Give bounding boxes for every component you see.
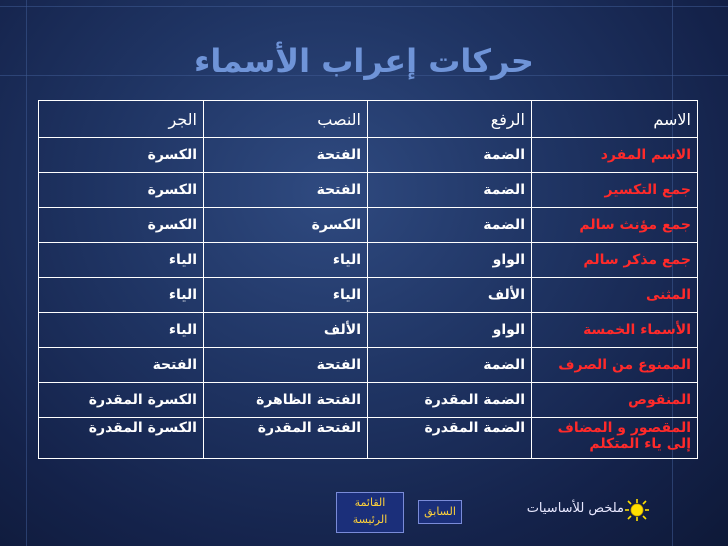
- noun-type-cell: الاسم المفرد: [532, 138, 698, 173]
- raf-cell: الواو: [368, 313, 532, 348]
- table-row: [39, 243, 698, 278]
- page-title: حركات إعراب الأسماء: [194, 42, 534, 80]
- decor-line: [26, 0, 27, 546]
- raf-cell: الضمة: [368, 208, 532, 243]
- raf-cell: الألف: [368, 278, 532, 313]
- noun-type-cell: المثنى: [532, 278, 698, 313]
- noun-type-cell: جمع التكسير: [532, 173, 698, 208]
- grammar-table: [38, 100, 698, 459]
- noun-type-cell: جمع مؤنث سالم: [532, 208, 698, 243]
- main-menu-label-line1: القائمة: [354, 496, 386, 509]
- noun-type-cell: جمع مذكر سالم: [532, 243, 698, 278]
- table-row: [39, 278, 698, 313]
- nasb-cell: الياء: [204, 278, 368, 313]
- previous-button[interactable]: السابق: [418, 500, 462, 524]
- header-raf: الرفع: [368, 101, 532, 138]
- jarr-cell: الكسرة: [39, 138, 204, 173]
- jarr-cell: الكسرة: [39, 208, 204, 243]
- nasb-cell: الألف: [204, 313, 368, 348]
- summary-link-label: ملخص للأساسيات: [526, 501, 624, 516]
- jarr-cell: الياء: [39, 243, 204, 278]
- raf-cell: الضمة: [368, 348, 532, 383]
- jarr-cell: الفتحة: [39, 348, 204, 383]
- table-header-row: [39, 101, 698, 138]
- nasb-cell: الياء: [204, 243, 368, 278]
- header-nasb: النصب: [204, 101, 368, 138]
- nasb-cell: الفتحة: [204, 173, 368, 208]
- table-row: [39, 173, 698, 208]
- nasb-cell: الكسرة: [204, 208, 368, 243]
- raf-cell: الضمة المقدرة: [368, 383, 532, 418]
- noun-type-cell: المنقوص: [532, 383, 698, 418]
- nasb-cell: الفتحة الظاهرة: [204, 383, 368, 418]
- main-menu-label-line2: الرئيسة: [352, 513, 388, 526]
- nasb-cell: الفتحة المقدرة: [204, 418, 368, 459]
- decor-line: [0, 6, 728, 7]
- jarr-cell: الكسرة: [39, 173, 204, 208]
- header-jarr: الجر: [39, 101, 204, 138]
- table-row: [39, 418, 698, 459]
- noun-type-cell: الممنوع من الصرف: [532, 348, 698, 383]
- table-row: [39, 138, 698, 173]
- jarr-cell: الكسرة المقدرة: [39, 383, 204, 418]
- raf-cell: الواو: [368, 243, 532, 278]
- jarr-cell: الياء: [39, 313, 204, 348]
- table-row: [39, 383, 698, 418]
- table-row: [39, 313, 698, 348]
- jarr-cell: الياء: [39, 278, 204, 313]
- summary-link[interactable]: [510, 498, 656, 522]
- header-noun: الاسم: [532, 101, 698, 138]
- jarr-cell: الكسرة المقدرة: [39, 418, 204, 459]
- raf-cell: الضمة المقدرة: [368, 418, 532, 459]
- sun-icon: [624, 498, 650, 522]
- noun-type-cell: الأسماء الخمسة: [532, 313, 698, 348]
- raf-cell: الضمة: [368, 138, 532, 173]
- nasb-cell: الفتحة: [204, 138, 368, 173]
- table-row: [39, 208, 698, 243]
- raf-cell: الضمة: [368, 173, 532, 208]
- table-row: [39, 348, 698, 383]
- main-menu-button[interactable]: [336, 492, 404, 533]
- nasb-cell: الفتحة: [204, 348, 368, 383]
- noun-type-cell: المقصور و المضاف إلى ياء المتكلم: [532, 418, 698, 459]
